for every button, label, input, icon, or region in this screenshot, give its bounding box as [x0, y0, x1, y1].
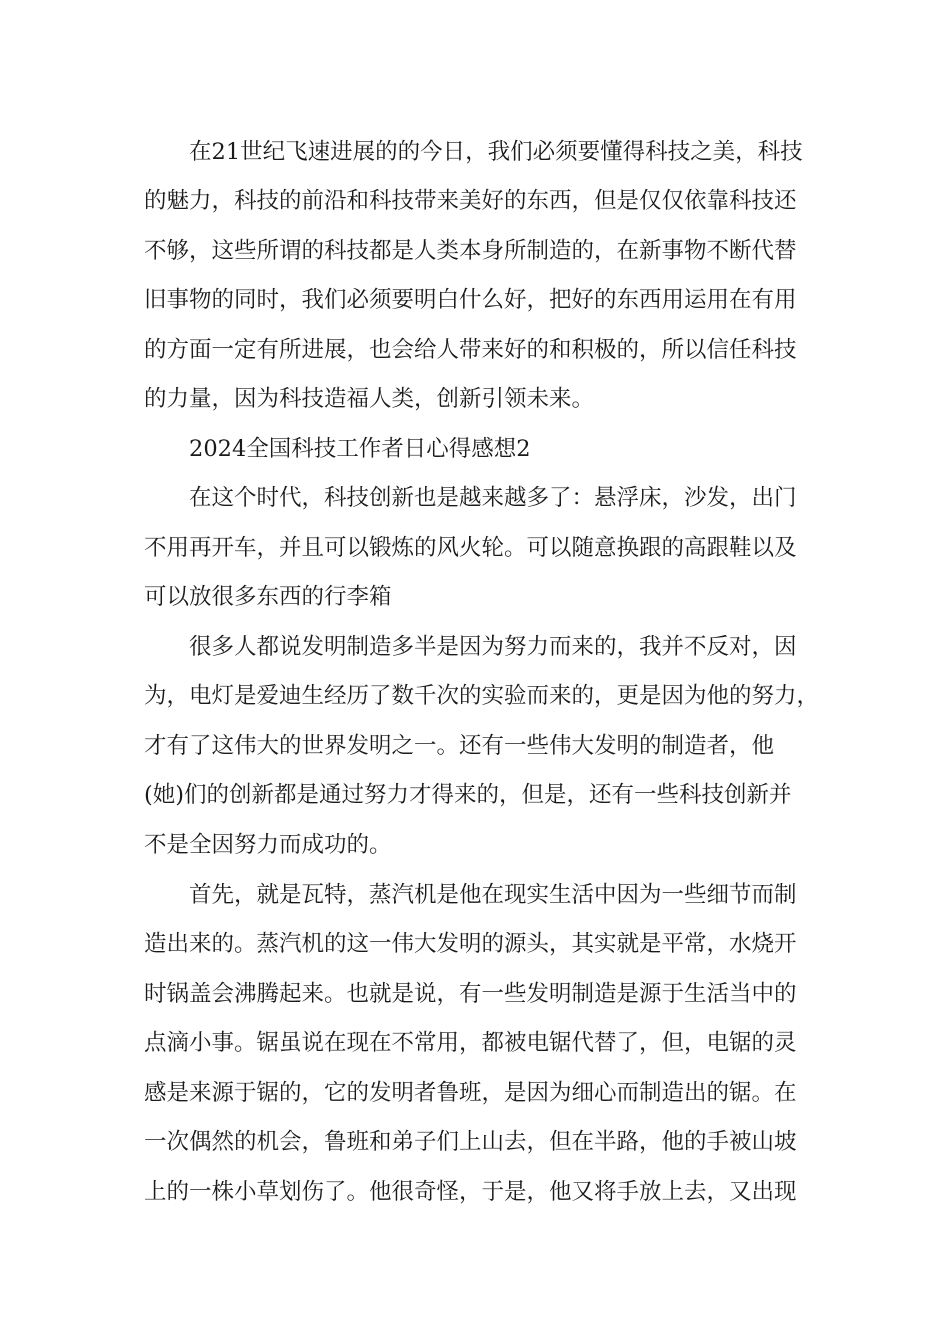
text-line: 才有了这伟大的世界发明之一。还有一些伟大发明的制造者，他 [144, 733, 775, 759]
text-line: 的魅力，科技的前沿和科技带来美好的东西，但是仅仅依靠科技还 [144, 188, 797, 214]
text-line: 造出来的。蒸汽机的这一伟大发明的源头，其实就是平常，水烧开 [144, 931, 797, 957]
text-line: 的方面一定有所进展，也会给人带来好的和积极的，所以信任科技 [144, 337, 797, 363]
text-line: 点滴小事。锯虽说在现在不常用，都被电锯代替了，但，电锯的灵 [144, 1030, 797, 1056]
text-line: 时锅盖会沸腾起来。也就是说，有一些发明制造是源于生活当中的 [144, 981, 797, 1007]
text-line: 不是全因努力而成功的。 [144, 832, 392, 858]
text-line: 上的一株小草划伤了。他很奇怪，于是，他又将手放上去，又出现 [144, 1179, 797, 1205]
text-line: 旧事物的同时，我们必须要明白什么好，把好的东西用运用在有用 [144, 287, 797, 313]
text-line: 不够，这些所谓的科技都是人类本身所制造的，在新事物不断代替 [144, 238, 797, 264]
section-heading: 2024全国科技工作者日心得感想2 [189, 436, 531, 462]
text-line: 很多人都说发明制造多半是因为努力而来的，我并不反对，因 [189, 634, 797, 660]
text-line: (她)们的创新都是通过努力才得来的，但是，还有一些科技创新并 [144, 782, 792, 808]
text-line: 首先，就是瓦特，蒸汽机是他在现实生活中因为一些细节而制 [189, 882, 797, 908]
text-line: 在21世纪飞速进展的的今日，我们必须要懂得科技之美，科技 [189, 139, 803, 165]
text-line: 感是来源于锯的，它的发明者鲁班，是因为细心而制造出的锯。在 [144, 1080, 797, 1106]
text-line: 在这个时代，科技创新也是越来越多了：悬浮床，沙发，出门 [189, 485, 797, 511]
text-line: 不用再开车，并且可以锻炼的风火轮。可以随意换跟的高跟鞋以及 [144, 535, 797, 561]
text-line: 的力量，因为科技造福人类，创新引领未来。 [144, 386, 595, 412]
text-line: 一次偶然的机会，鲁班和弟子们上山去，但在半路，他的手被山坡 [144, 1129, 797, 1155]
text-line: 为，电灯是爱迪生经历了数千次的实验而来的，更是因为他的努力， [144, 683, 820, 709]
text-line: 可以放很多东西的行李箱 [144, 584, 392, 610]
